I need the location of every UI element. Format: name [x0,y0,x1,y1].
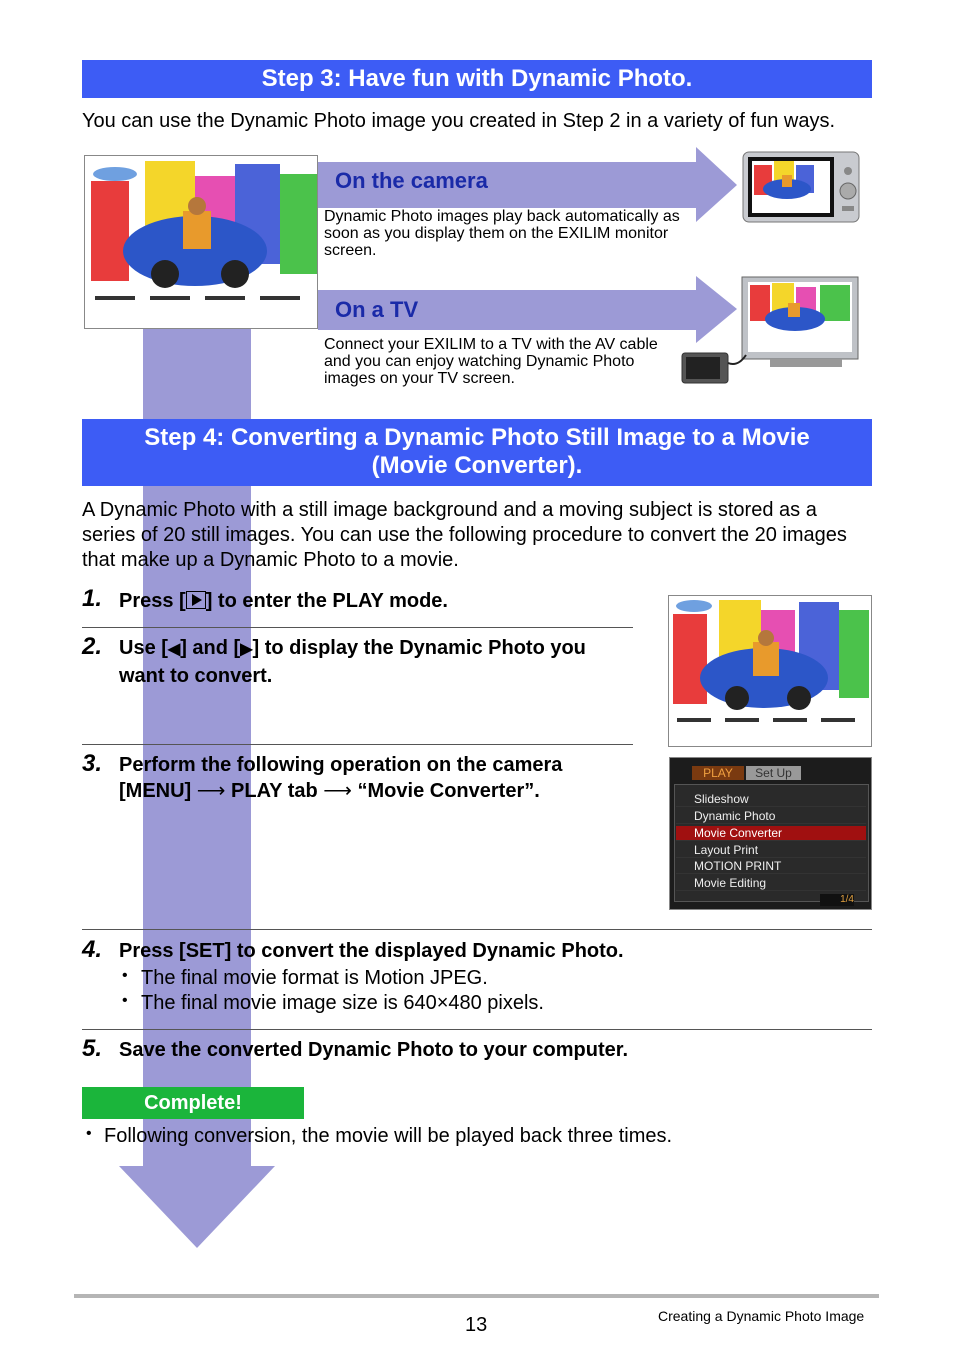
step-2-number: 2. [82,633,103,660]
page-number: 13 [465,1314,488,1336]
step-4-text: Press [SET] to convert the displayed Dynamic Photo. [119,940,624,962]
bullet-dot: • [86,1125,92,1142]
menu-item-movie-editing[interactable]: Movie Editing [676,876,866,891]
menu-tab-play: PLAY [692,766,744,780]
movie-converter-label: “Movie Converter”. [357,780,540,802]
step-4-number: 4. [82,936,103,963]
step-3-number: 3. [82,750,103,777]
divider-3 [82,929,872,930]
menu-item-dynamic-photo[interactable]: Dynamic Photo [676,809,866,824]
divider-1 [82,627,633,628]
camera-image [742,151,860,223]
step-1-number: 1. [82,585,103,612]
on-tv-text: Connect your EXILIM to a TV with the AV cable and you can enjoy watching Dynamic Photo images on your TV screen. [324,336,658,387]
footer-section-title: Creating a Dynamic Photo Image [658,1308,865,1324]
menu-item-movie-converter[interactable]: Movie Converter [676,826,866,841]
step4-title-line2: (Movie Converter). [371,452,583,479]
step-1-text-a: Press [ [119,590,186,612]
step-2-text-c: ] to display the Dynamic Photo you want to convert. [119,637,586,687]
play-icon [186,591,206,609]
step-3-line1: Perform the following operation on the camera [119,754,563,776]
step-2-text-b: ] and [ [180,637,241,659]
menu-tab-setup: Set Up [746,766,801,780]
tv-image [680,275,860,387]
step-3-line2 [119,778,639,804]
menu-item-slideshow[interactable]: Slideshow [676,792,866,807]
menu-page-indicator: 1/4 [820,894,854,906]
step-4-bullet-1: The final movie format is Motion JPEG. [141,967,488,989]
arrow-right-icon: ⟶ [196,780,232,802]
bullet-dot: • [122,992,128,1009]
menu-label: [MENU] [119,780,192,802]
step-2-text-a: Use [ [119,637,168,659]
on-camera-text: Dynamic Photo images play back automatically as soon as you display them on the EXILIM monitor screen. [324,208,680,259]
step4-intro: A Dynamic Photo with a still image background and a moving subject is stored as a series of 20 still images. You can use the following procedure to convert the 20 images that make up a Dynamic Photo to a movie. [82,499,847,571]
menu-item-layout-print[interactable]: Layout Print [676,843,866,858]
camera-menu-screen [669,757,872,910]
dynamic-photo-image [84,155,318,329]
step4-title-bar [82,419,872,486]
step3-intro: You can use the Dynamic Photo image you created in Step 2 in a variety of fun ways. [82,110,836,132]
on-tv-heading: On a TV [335,297,419,322]
step-5-text: Save the converted Dynamic Photo to your computer. [119,1039,629,1061]
right-arrow-icon: ▶ [240,641,253,658]
play-tab-label: PLAY tab [231,780,318,802]
bullet-dot: • [122,967,128,984]
step-1-text [119,588,639,614]
left-arrow-icon: ◀ [167,641,181,658]
complete-note: Following conversion, the movie will be played back three times. [104,1125,673,1147]
step4-title-line1: Step 4: Converting a Dynamic Photo Still Image to a Movie [144,424,810,451]
step-2-text [119,635,629,689]
dynamic-photo-display-image [668,595,872,747]
menu-item-motion-print[interactable]: MOTION PRINT [676,859,866,874]
step-3-text [119,752,639,804]
step-1-text-b: ] to enter the PLAY mode. [205,590,448,612]
step-4-bullet-2: The final movie image size is 640×480 pixels. [141,992,544,1014]
on-camera-heading: On the camera [335,168,488,193]
arrow-right-icon: ⟶ [323,780,358,802]
divider-4 [82,1029,872,1030]
step-5-number: 5. [82,1035,103,1062]
complete-badge: Complete! [82,1087,304,1119]
divider-2 [82,744,633,745]
footer-rule [74,1294,879,1298]
step3-title-bar: Step 3: Have fun with Dynamic Photo. [82,60,872,98]
